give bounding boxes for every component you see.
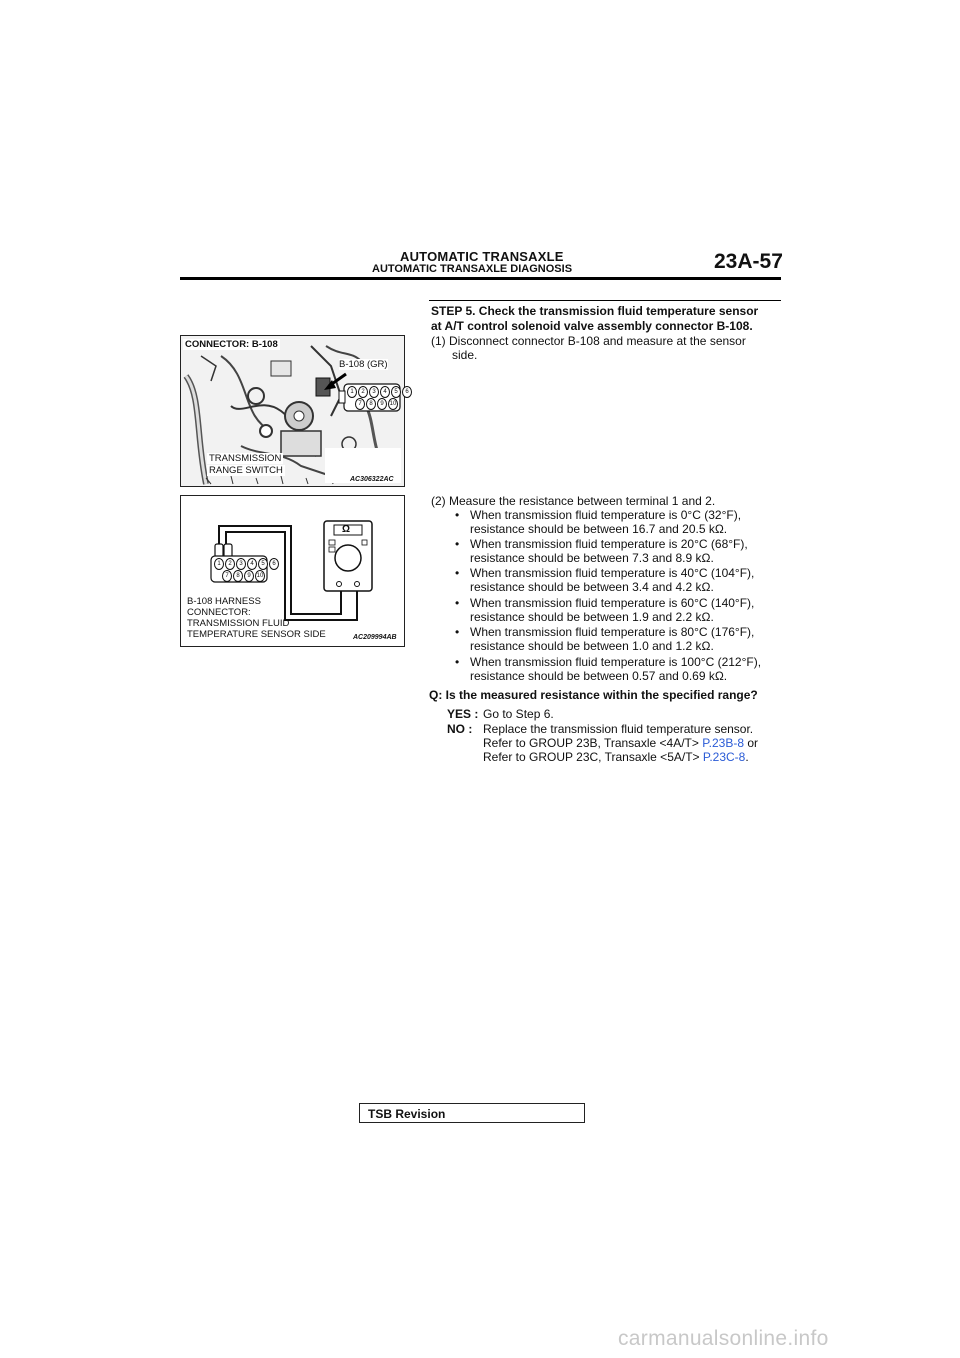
pin-9: 9 — [244, 570, 254, 582]
pin-4: 4 — [247, 558, 257, 570]
no-label: NO : — [447, 722, 473, 736]
spec-line: When transmission fluid temperature is 80°C (176°F), — [470, 625, 755, 639]
ref-text: Refer to GROUP 23B, Transaxle <4A/T> — [483, 736, 703, 750]
spec-line: When transmission fluid temperature is 20°C (68°F), — [470, 537, 748, 551]
spec-line: When transmission fluid temperature is 0°C (32°F), — [470, 508, 742, 522]
step-item-1: (1) Disconnect connector B-108 and measure at the sensor — [431, 334, 746, 348]
spec-line: When transmission fluid temperature is 40°C (104°F), — [470, 566, 755, 580]
pin-9: 9 — [377, 398, 387, 410]
no-answer-ref-2 — [483, 751, 749, 764]
spec-line: resistance should be between 1.9 and 2.2 kΩ. — [470, 610, 714, 624]
no-answer: Replace the transmission fluid temperature sensor. — [483, 722, 754, 736]
spec-line: resistance should be between 3.4 and 4.2 kΩ. — [470, 580, 714, 594]
header-rule — [180, 277, 781, 280]
connector-pins-bottom — [355, 398, 398, 410]
part-label-line2: RANGE SWITCH — [209, 465, 283, 476]
pin-10: 10 — [255, 570, 265, 582]
pin-10: 10 — [388, 398, 398, 410]
bullet-icon: • — [455, 655, 460, 669]
pin-4: 4 — [380, 386, 390, 398]
pin-7: 7 — [355, 398, 365, 410]
site-watermark: carmanualsonline.info — [618, 1327, 829, 1350]
ohm-symbol: Ω — [342, 524, 351, 535]
pin-3: 3 — [369, 386, 379, 398]
spec-line: When transmission fluid temperature is 100°C (212°F), — [470, 655, 762, 669]
pin-8: 8 — [233, 570, 243, 582]
bullet-icon: • — [455, 596, 460, 610]
connector-callout: B-108 (GR) — [339, 359, 388, 370]
step-item-1-cont: side. — [452, 348, 478, 362]
harness-caption-line1: B-108 HARNESS — [187, 596, 261, 607]
pin-2: 2 — [358, 386, 368, 398]
page-header-title: AUTOMATIC TRANSAXLE — [400, 249, 564, 264]
harness-pins-top — [214, 558, 279, 570]
no-answer-ref-1 — [483, 737, 758, 750]
ref-link-23c[interactable]: P.23C-8 — [702, 750, 746, 764]
ref-text: Refer to GROUP 23C, Transaxle <5A/T> — [483, 750, 703, 764]
bullet-icon: • — [455, 537, 460, 551]
harness-caption-line3: TRANSMISSION FLUID — [187, 618, 290, 629]
spec-line: resistance should be between 1.0 and 1.2 kΩ. — [470, 639, 714, 653]
pin-5: 5 — [391, 386, 401, 398]
spec-line: resistance should be between 7.3 and 8.9 kΩ. — [470, 551, 714, 565]
step-rule — [429, 300, 781, 301]
ref-link-23b[interactable]: P.23B-8 — [702, 736, 745, 750]
pin-1: 1 — [214, 558, 224, 570]
connector-pins-top — [347, 386, 412, 398]
tsb-revision-box: TSB Revision — [359, 1103, 585, 1123]
spec-line: resistance should be between 0.57 and 0.69 kΩ. — [470, 669, 728, 683]
harness-caption-line2: CONNECTOR: — [187, 607, 251, 618]
bullet-icon: • — [455, 625, 460, 639]
pin-8: 8 — [366, 398, 376, 410]
ref-tail: . — [745, 750, 749, 764]
step-title-line2: at A/T control solenoid valve assembly connector B-108. — [431, 319, 753, 333]
pin-2: 2 — [225, 558, 235, 570]
figure-code: AC306322AC — [350, 476, 394, 483]
spec-line: When transmission fluid temperature is 60°C (140°F), — [470, 596, 755, 610]
bullet-icon: • — [455, 566, 460, 580]
page-header-subtitle: AUTOMATIC TRANSAXLE DIAGNOSIS — [372, 263, 573, 275]
pin-7: 7 — [222, 570, 232, 582]
pin-6: 6 — [269, 558, 279, 570]
pin-1: 1 — [347, 386, 357, 398]
harness-pins-bottom — [222, 570, 265, 582]
pin-3: 3 — [236, 558, 246, 570]
page-number: 23A-57 — [714, 250, 783, 273]
connector-location-figure — [180, 335, 409, 487]
ref-tail: or — [744, 736, 759, 750]
part-label-line1: TRANSMISSION — [209, 453, 282, 464]
pin-6: 6 — [402, 386, 412, 398]
step-item-2: (2) Measure the resistance between terminal 1 and 2. — [431, 494, 716, 508]
spec-line: resistance should be between 16.7 and 20.5 kΩ. — [470, 522, 728, 536]
bullet-icon: • — [455, 508, 460, 522]
harness-caption-line4: TEMPERATURE SENSOR SIDE — [187, 629, 326, 640]
step-title-line1: STEP 5. Check the transmission fluid temperature sensor — [431, 304, 759, 318]
figure-code: AC209994AB — [353, 634, 397, 641]
question: Q: Is the measured resistance within the specified range? — [429, 688, 758, 702]
pin-5: 5 — [258, 558, 268, 570]
connector-id-label: CONNECTOR: B-108 — [185, 339, 278, 350]
yes-answer: Go to Step 6. — [483, 707, 554, 721]
yes-label: YES : — [447, 707, 479, 721]
resistance-measurement-figure — [180, 495, 405, 647]
